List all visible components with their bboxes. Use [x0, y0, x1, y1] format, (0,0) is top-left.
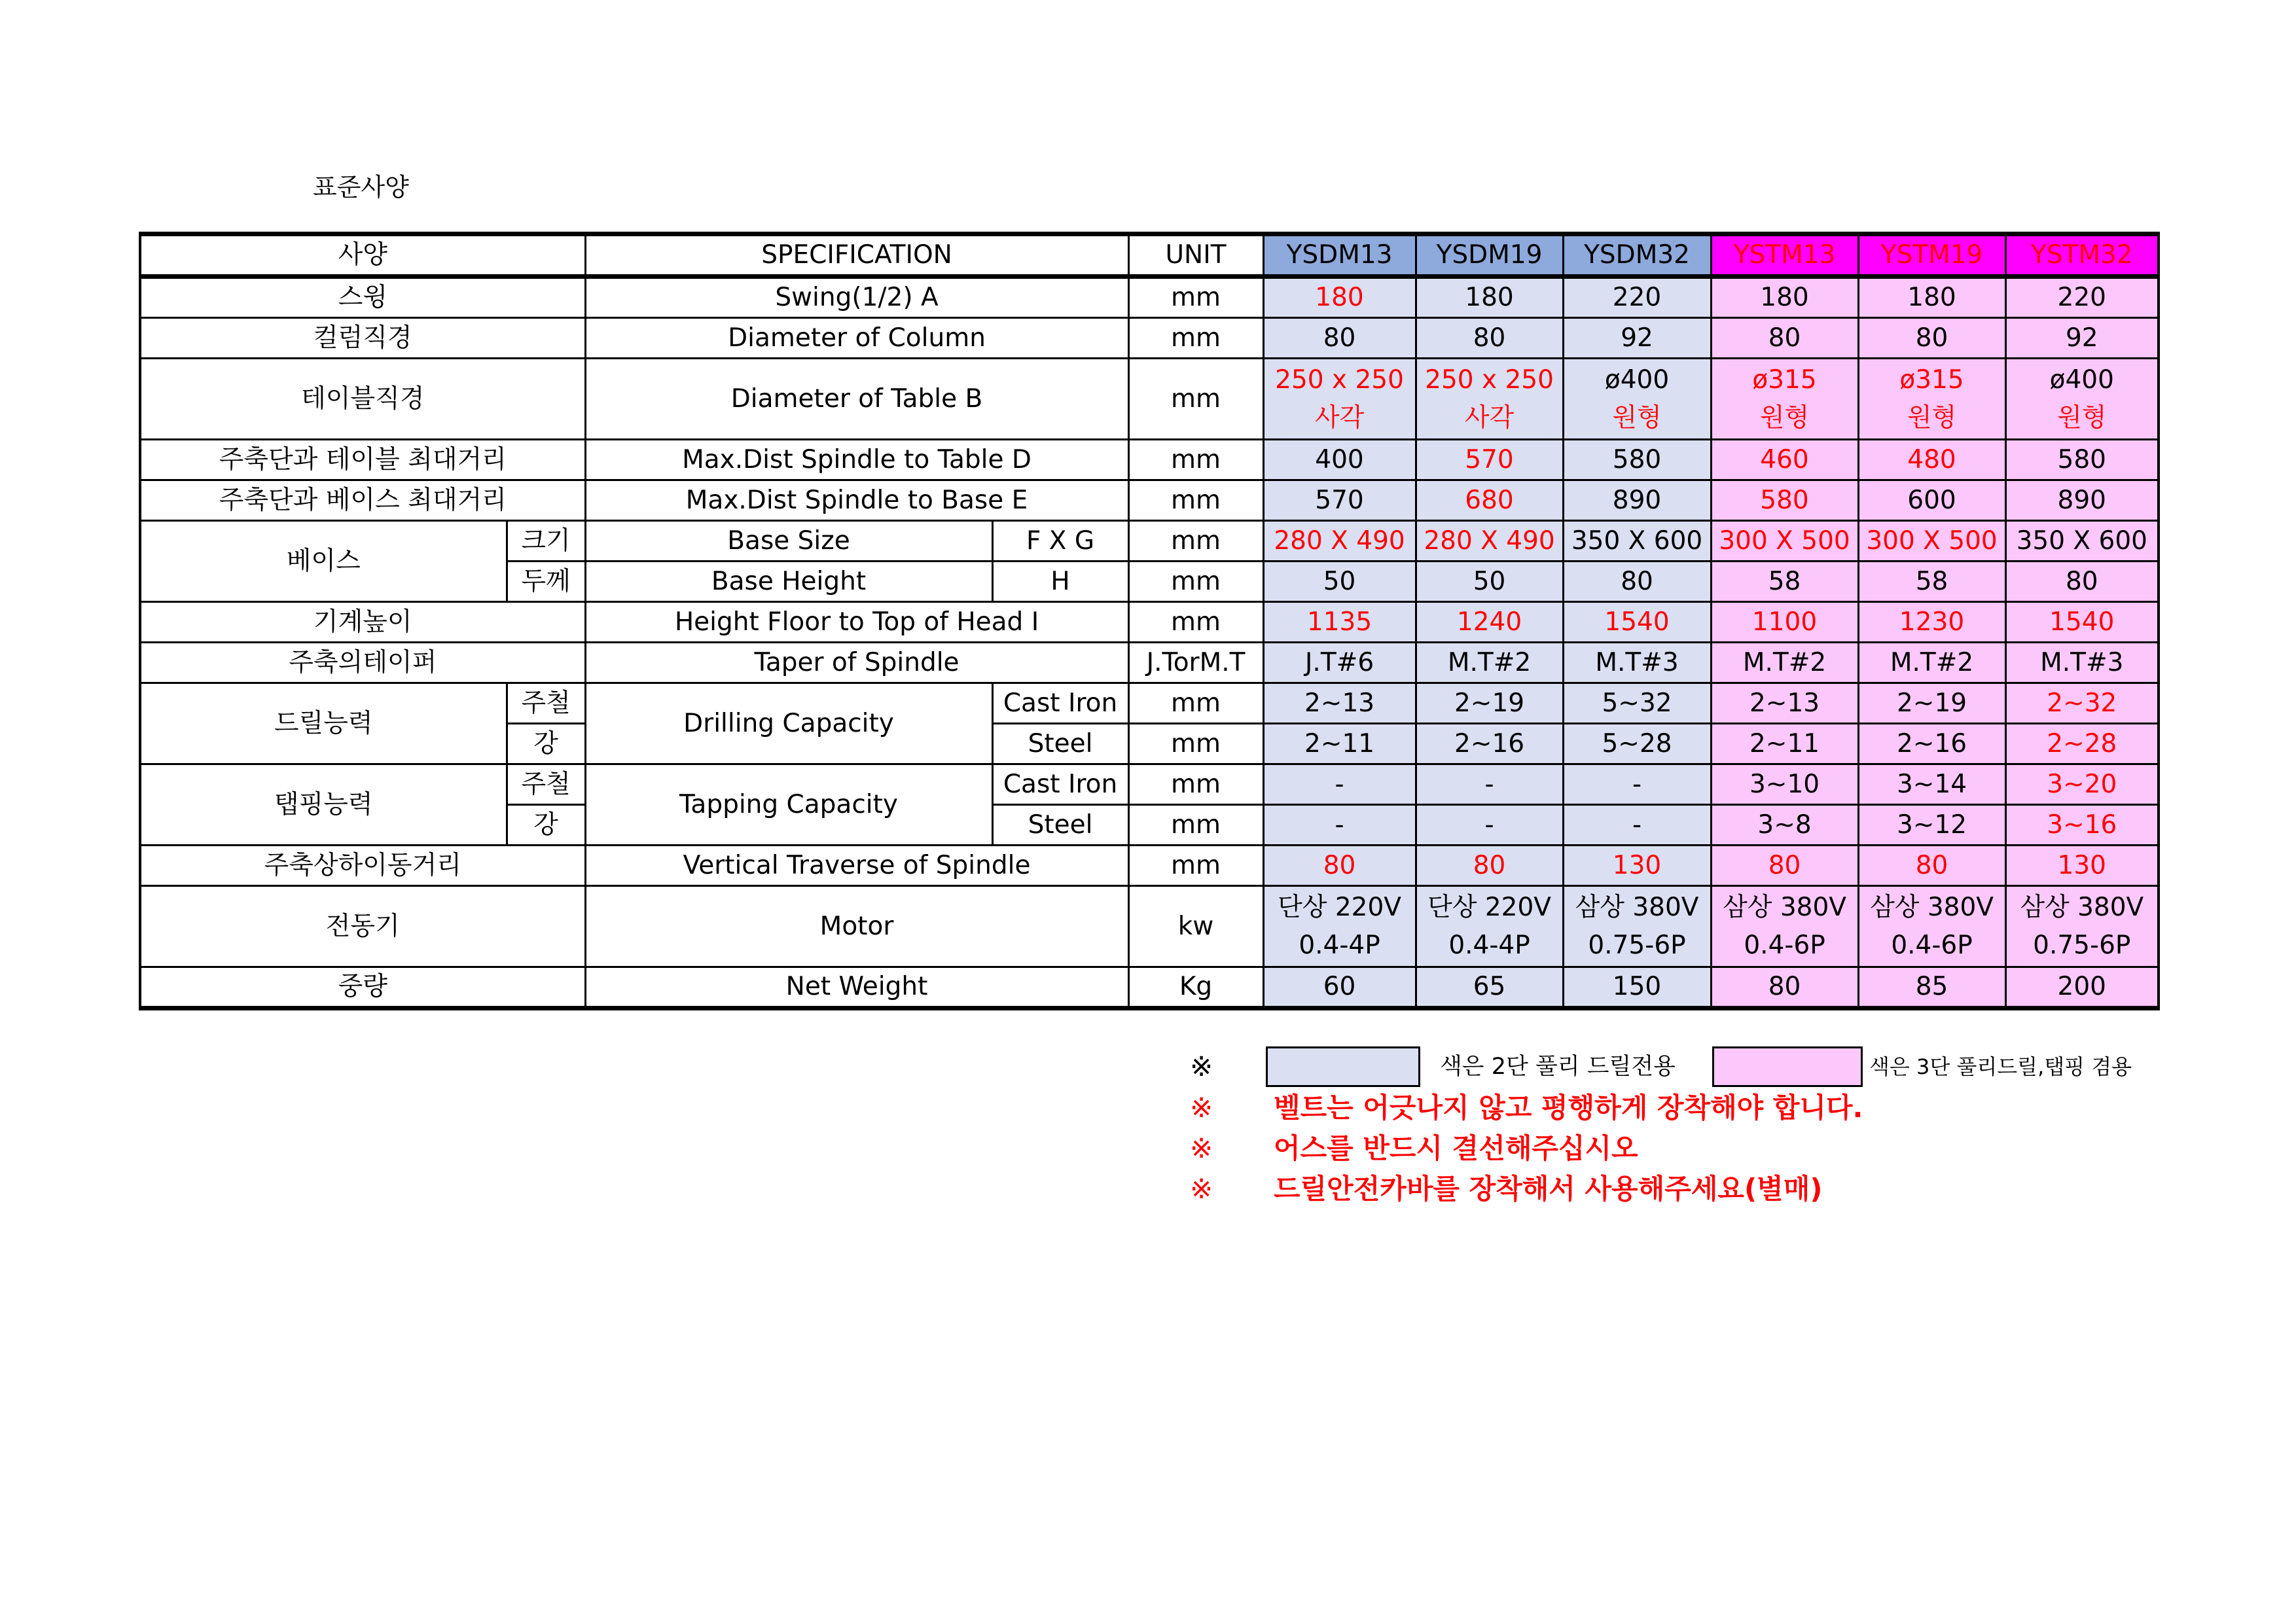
value-cell: 2~32: [2005, 683, 2159, 724]
value-line: 250 x 250: [1425, 365, 1554, 395]
value-cell: 58: [1858, 562, 2005, 602]
value-cell: 1100: [1711, 602, 1858, 643]
row-unit: mm: [1128, 562, 1263, 602]
value-cell: [2005, 886, 2159, 967]
value-line: 0.75-6P: [1588, 930, 1686, 960]
value-cell: 60: [1263, 967, 1416, 1008]
header-model: YSTM13: [1711, 234, 1858, 277]
row-label-spec: Max.Dist Spindle to Base E: [585, 480, 1128, 521]
row-unit: mm: [1128, 359, 1263, 440]
value-cell: [1711, 359, 1858, 440]
value-cell: 890: [1563, 480, 1711, 521]
value-line: 250 x 250: [1275, 365, 1404, 395]
row-unit: J.TorM.T: [1128, 643, 1263, 683]
row-unit: mm: [1128, 277, 1263, 318]
value-cell: 65: [1416, 967, 1563, 1008]
header-model: YSTM32: [2005, 234, 2159, 277]
value-cell: 3~16: [2005, 805, 2159, 846]
row-unit: mm: [1128, 724, 1263, 764]
value-cell: 5~32: [1563, 683, 1711, 724]
value-cell: 400: [1263, 440, 1416, 480]
value-cell: 2~16: [1858, 724, 2005, 764]
value-cell: 350 X 600: [1563, 521, 1711, 562]
page-title: 표준사양: [313, 173, 409, 202]
row-sublabel: 두께: [507, 562, 585, 602]
row-sublabel: 강: [507, 805, 585, 846]
value-cell: 570: [1416, 440, 1563, 480]
value-cell: [2005, 359, 2159, 440]
value-cell: 890: [2005, 480, 2159, 521]
value-cell: -: [1563, 805, 1711, 846]
row-label-kor: 스윙: [140, 277, 585, 318]
row-label-spec: Base Height: [585, 562, 992, 602]
value-line: ø315: [1899, 365, 1964, 395]
value-cell: 2~19: [1416, 683, 1563, 724]
row-swing: [140, 277, 2159, 318]
value-line: 삼상 380V: [2020, 892, 2144, 922]
value-cell: 80: [1416, 318, 1563, 359]
row-label-spec: Max.Dist Spindle to Table D: [585, 440, 1128, 480]
value-cell: 92: [2005, 318, 2159, 359]
value-cell: 1240: [1416, 602, 1563, 643]
row-label-spec: Height Floor to Top of Head I: [585, 602, 1128, 643]
value-cell: 180: [1416, 277, 1563, 318]
value-line: 삼상 380V: [1870, 892, 1994, 922]
row-label-kor: 드릴능력: [140, 683, 507, 764]
row-unit: mm: [1128, 764, 1263, 805]
value-cell: [1711, 886, 1858, 967]
value-line: 원형: [1907, 402, 1957, 433]
row-unit: kw: [1128, 886, 1263, 967]
value-cell: M.T#2: [1858, 643, 2005, 683]
value-cell: 1135: [1263, 602, 1416, 643]
header-model: YSDM32: [1563, 234, 1711, 277]
row-label-spec: Drilling Capacity: [585, 683, 992, 764]
row-unit: mm: [1128, 318, 1263, 359]
row-label-spec: Taper of Spindle: [585, 643, 1128, 683]
note-mark: ※: [1190, 1173, 1213, 1205]
row-code: F X G: [992, 521, 1128, 562]
value-cell: 2~13: [1711, 683, 1858, 724]
value-line: 삼상 380V: [1723, 892, 1846, 922]
spec-table: [139, 232, 2160, 1010]
row-unit: mm: [1128, 602, 1263, 643]
value-cell: 80: [1563, 562, 1711, 602]
value-cell: 1540: [2005, 602, 2159, 643]
value-cell: 150: [1563, 967, 1711, 1008]
row-motor: [140, 886, 2159, 967]
header-model: YSDM13: [1263, 234, 1416, 277]
row-dist-base: [140, 480, 2159, 521]
row-unit: mm: [1128, 683, 1263, 724]
row-taper: [140, 643, 2159, 683]
legend-text-two-step: 색은 2단 풀리 드릴전용: [1440, 1054, 1676, 1080]
header-spec: SPECIFICATION: [585, 234, 1128, 277]
value-cell: 2~28: [2005, 724, 2159, 764]
value-line: ø400: [1604, 365, 1670, 395]
row-material: Cast Iron: [992, 764, 1128, 805]
row-weight: [140, 967, 2159, 1008]
row-label-kor: 테이블직경: [140, 359, 585, 440]
value-cell: 50: [1263, 562, 1416, 602]
value-line: 0.4-4P: [1299, 930, 1380, 960]
value-cell: 680: [1416, 480, 1563, 521]
value-cell: 2~11: [1711, 724, 1858, 764]
value-cell: 80: [1263, 318, 1416, 359]
value-cell: 80: [1711, 967, 1858, 1008]
row-label-spec: Swing(1/2) A: [585, 277, 1128, 318]
row-base-size: [140, 521, 2159, 562]
value-cell: 2~11: [1263, 724, 1416, 764]
value-cell: 80: [1263, 846, 1416, 886]
row-label-kor: 컬럼직경: [140, 318, 585, 359]
value-line: 0.4-4P: [1448, 930, 1530, 960]
value-cell: [1416, 886, 1563, 967]
value-cell: -: [1563, 764, 1711, 805]
value-cell: [1563, 359, 1711, 440]
value-cell: 580: [1563, 440, 1711, 480]
row-material: Steel: [992, 805, 1128, 846]
header-row: [140, 234, 2159, 277]
legend-swatch-two-step: [1266, 1046, 1420, 1087]
value-line: 원형: [1759, 402, 1810, 433]
row-label-kor: 주축단과 베이스 최대거리: [140, 480, 585, 521]
row-unit: mm: [1128, 480, 1263, 521]
header-unit: UNIT: [1128, 234, 1263, 277]
warning-ground: 어스를 반드시 결선해주십시오: [1274, 1132, 1638, 1164]
value-line: 원형: [2057, 402, 2107, 433]
value-line: 단상 220V: [1278, 892, 1401, 922]
row-unit: Kg: [1128, 967, 1263, 1008]
warning-safety-cover: 드릴안전카바를 장착해서 사용해주세요(별매): [1274, 1173, 1823, 1205]
value-cell: 85: [1858, 967, 2005, 1008]
value-cell: J.T#6: [1263, 643, 1416, 683]
value-line: 0.75-6P: [2033, 930, 2131, 960]
value-line: ø400: [2049, 365, 2114, 395]
value-cell: 3~14: [1858, 764, 2005, 805]
value-cell: M.T#2: [1416, 643, 1563, 683]
value-line: 원형: [1612, 402, 1662, 433]
value-cell: 460: [1711, 440, 1858, 480]
row-label-spec: Tapping Capacity: [585, 764, 992, 846]
warning-belt: 벨트는 어긋나지 않고 평행하게 장착해야 합니다.: [1274, 1092, 1863, 1124]
value-cell: 80: [1858, 846, 2005, 886]
row-sublabel: 강: [507, 724, 585, 764]
row-label-kor: 주축의테이퍼: [140, 643, 585, 683]
value-cell: [1416, 359, 1563, 440]
row-table-diameter: [140, 359, 2159, 440]
value-line: 사각: [1314, 402, 1365, 433]
row-label-kor: 베이스: [140, 521, 507, 602]
row-dist-table: [140, 440, 2159, 480]
value-cell: 80: [1416, 846, 1563, 886]
note-mark: ※: [1190, 1132, 1213, 1164]
row-label-kor: 탭핑능력: [140, 764, 507, 846]
row-material: Steel: [992, 724, 1128, 764]
row-label-kor: 주축상하이동거리: [140, 846, 585, 886]
value-cell: [1858, 359, 2005, 440]
row-unit: mm: [1128, 846, 1263, 886]
value-cell: [1858, 886, 2005, 967]
value-cell: 2~19: [1858, 683, 2005, 724]
value-cell: 580: [1711, 480, 1858, 521]
legend-text-three-step: 색은 3단 풀리드릴,탭핑 겸용: [1869, 1054, 2132, 1079]
value-cell: 570: [1263, 480, 1416, 521]
value-cell: 130: [2005, 846, 2159, 886]
row-label-kor: 기계높이: [140, 602, 585, 643]
value-cell: [1263, 359, 1416, 440]
value-cell: 92: [1563, 318, 1711, 359]
row-label-kor: 주축단과 테이블 최대거리: [140, 440, 585, 480]
value-cell: 1540: [1563, 602, 1711, 643]
value-cell: M.T#3: [2005, 643, 2159, 683]
row-label-spec: Diameter of Column: [585, 318, 1128, 359]
note-mark: ※: [1190, 1092, 1213, 1124]
value-cell: 3~12: [1858, 805, 2005, 846]
value-line: 0.4-6P: [1744, 930, 1825, 960]
note-mark: ※: [1190, 1050, 1213, 1082]
value-cell: 1230: [1858, 602, 2005, 643]
value-cell: 600: [1858, 480, 2005, 521]
row-code: H: [992, 562, 1128, 602]
value-cell: 3~8: [1711, 805, 1858, 846]
value-cell: 3~20: [2005, 764, 2159, 805]
row-unit: mm: [1128, 521, 1263, 562]
value-cell: -: [1416, 805, 1563, 846]
value-cell: 5~28: [1563, 724, 1711, 764]
value-cell: 280 X 490: [1416, 521, 1563, 562]
value-cell: M.T#3: [1563, 643, 1711, 683]
row-tapping-cast-iron: [140, 764, 2159, 805]
row-traverse: [140, 846, 2159, 886]
value-cell: 300 X 500: [1858, 521, 2005, 562]
legend-swatch-three-step: [1712, 1046, 1863, 1087]
value-cell: 180: [1263, 277, 1416, 318]
value-cell: 180: [1711, 277, 1858, 318]
value-cell: 200: [2005, 967, 2159, 1008]
value-cell: 2~16: [1416, 724, 1563, 764]
value-cell: -: [1416, 764, 1563, 805]
value-cell: 220: [1563, 277, 1711, 318]
value-cell: 50: [1416, 562, 1563, 602]
row-label-kor: 전동기: [140, 886, 585, 967]
value-cell: 58: [1711, 562, 1858, 602]
value-cell: 300 X 500: [1711, 521, 1858, 562]
value-cell: M.T#2: [1711, 643, 1858, 683]
row-sublabel: 크기: [507, 521, 585, 562]
value-cell: 180: [1858, 277, 2005, 318]
header-kor: 사양: [140, 234, 585, 277]
value-cell: 350 X 600: [2005, 521, 2159, 562]
header-model: YSDM19: [1416, 234, 1563, 277]
row-column: [140, 318, 2159, 359]
row-label-spec: Motor: [585, 886, 1128, 967]
value-cell: 80: [1858, 318, 2005, 359]
value-cell: 480: [1858, 440, 2005, 480]
row-label-spec: Net Weight: [585, 967, 1128, 1008]
value-line: 삼상 380V: [1575, 892, 1699, 922]
value-cell: 80: [1711, 846, 1858, 886]
row-material: Cast Iron: [992, 683, 1128, 724]
value-cell: 3~10: [1711, 764, 1858, 805]
row-sublabel: 주철: [507, 683, 585, 724]
value-cell: [1563, 886, 1711, 967]
value-cell: 130: [1563, 846, 1711, 886]
row-label-spec: Base Size: [585, 521, 992, 562]
row-machine-height: [140, 602, 2159, 643]
row-unit: mm: [1128, 440, 1263, 480]
value-cell: 80: [1711, 318, 1858, 359]
value-line: 0.4-6P: [1891, 930, 1973, 960]
value-cell: [1263, 886, 1416, 967]
row-unit: mm: [1128, 805, 1263, 846]
row-sublabel: 주철: [507, 764, 585, 805]
value-cell: 580: [2005, 440, 2159, 480]
value-cell: 280 X 490: [1263, 521, 1416, 562]
row-label-kor: 중량: [140, 967, 585, 1008]
value-line: 단상 220V: [1427, 892, 1551, 922]
row-drilling-cast-iron: [140, 683, 2159, 724]
value-cell: 2~13: [1263, 683, 1416, 724]
row-label-spec: Vertical Traverse of Spindle: [585, 846, 1128, 886]
value-line: 사각: [1464, 402, 1515, 433]
header-model: YSTM19: [1858, 234, 2005, 277]
value-cell: 220: [2005, 277, 2159, 318]
value-cell: 80: [2005, 562, 2159, 602]
value-cell: -: [1263, 805, 1416, 846]
row-label-spec: Diameter of Table B: [585, 359, 1128, 440]
value-cell: -: [1263, 764, 1416, 805]
value-line: ø315: [1752, 365, 1817, 395]
